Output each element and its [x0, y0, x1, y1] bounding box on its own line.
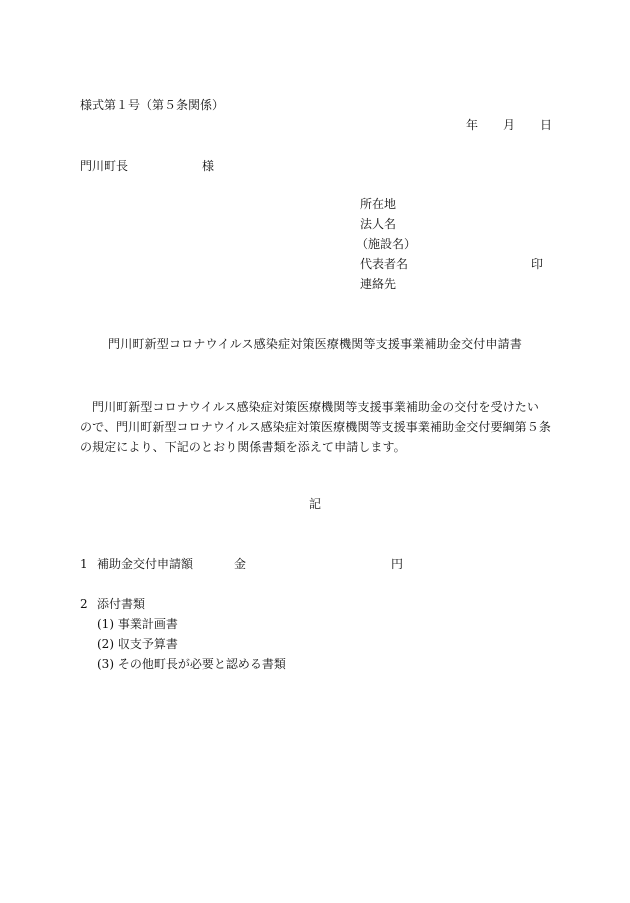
statement-line-3: の規定により、下記のとおり関係書類を添えて申請します。 [80, 440, 406, 454]
applicant-corp-name-label: 法人名 [360, 217, 397, 231]
item2-label: 添付書類 [97, 597, 146, 611]
applicant-address-label: 所在地 [360, 197, 397, 211]
addressee-honorific: 様 [202, 159, 215, 173]
date-month: 月 [503, 118, 516, 132]
item1-amount-prefix: 金 [234, 557, 247, 571]
addressee-name: 門川町長 [80, 159, 129, 173]
date-year: 年 [466, 118, 479, 132]
statement-line-2: ので、門川町新型コロナウイルス感染症対策医療機関等支援事業補助金交付要綱第５条 [80, 420, 551, 434]
applicant-representative-label: 代表者名 [360, 257, 409, 271]
ki-heading: 記 [309, 497, 322, 511]
date-day: 日 [540, 118, 553, 132]
attachment-item: (3) その他町長が必要と認める書類 [97, 657, 286, 671]
applicant-facility-name-label: （施設名） [356, 237, 417, 251]
item2-number: 2 [80, 597, 88, 611]
item1-amount-unit: 円 [391, 557, 404, 571]
attachment-item: (1) 事業計画書 [97, 617, 178, 631]
attachment-item: (2) 収支予算書 [97, 637, 178, 651]
statement-line-1: 門川町新型コロナウイルス感染症対策医療機関等支援事業補助金の交付を受けたい [92, 400, 539, 414]
item1-label: 補助金交付申請額 [97, 557, 194, 571]
document-title: 門川町新型コロナウイルス感染症対策医療機関等支援事業補助金交付申請書 [108, 337, 523, 351]
applicant-contact-label: 連絡先 [360, 277, 397, 291]
item1-number: 1 [80, 557, 88, 571]
application-statement [80, 397, 555, 457]
form-number: 様式第１号（第５条関係） [80, 98, 225, 112]
seal-mark: 印 [531, 257, 544, 271]
